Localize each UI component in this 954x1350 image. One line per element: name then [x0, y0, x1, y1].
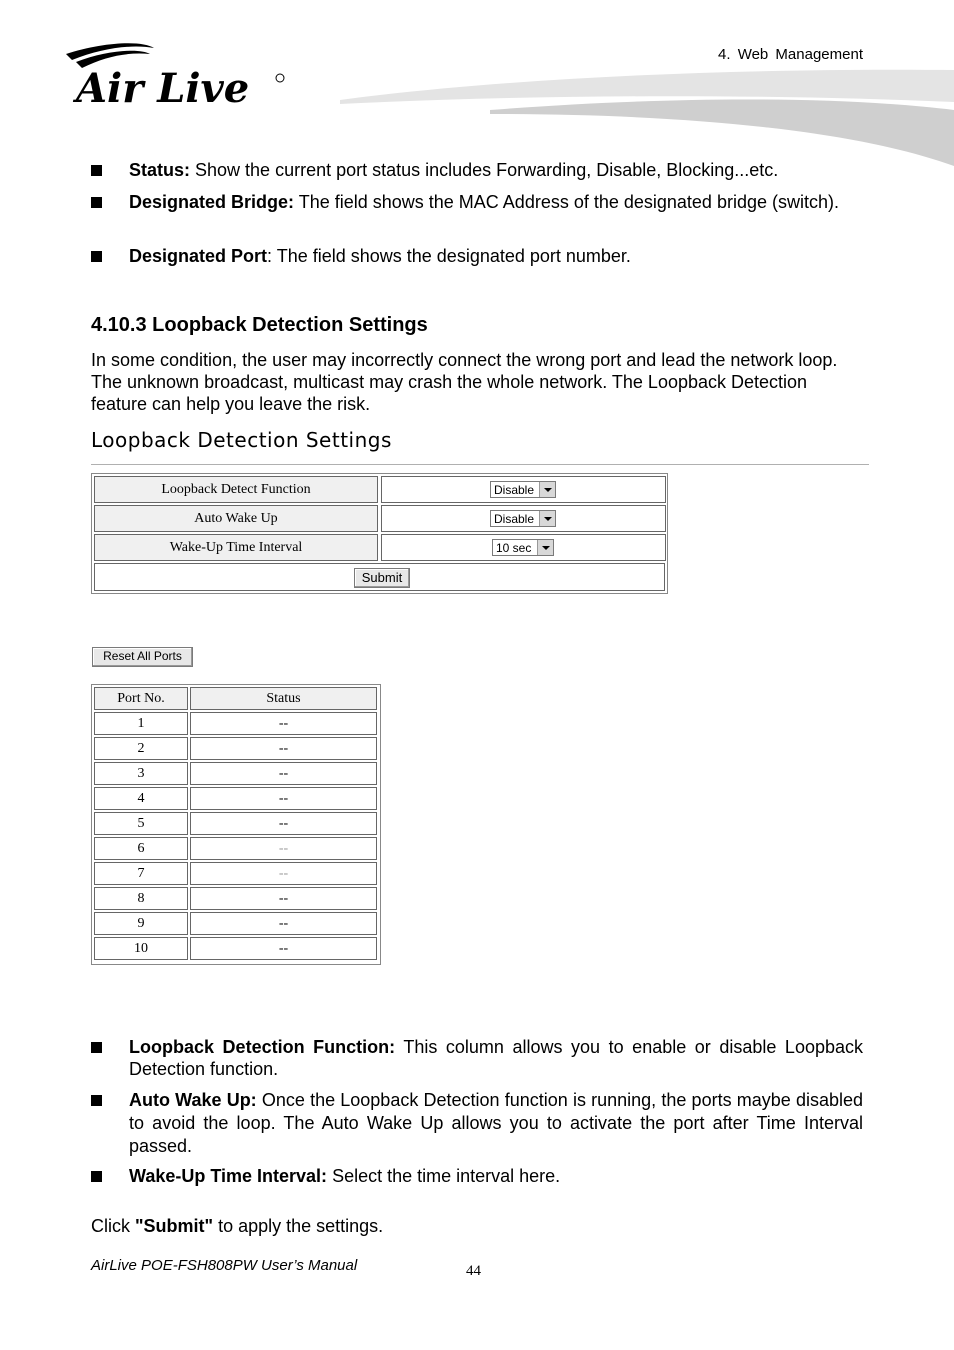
port-number-cell: 9	[94, 912, 188, 935]
section-title: 4.10.3 Loopback Detection Settings	[91, 314, 428, 336]
submit-row	[94, 563, 665, 591]
bullet-square-icon	[91, 251, 102, 262]
page-number: 44	[466, 1263, 481, 1279]
ports-status-table	[91, 684, 381, 965]
bullet-designated-bridge: Designated Bridge: The field shows the MAC Address of the designated bridge (switch).	[91, 191, 863, 213]
settings-label: Loopback Detect Function	[94, 476, 378, 503]
port-number-cell: 3	[94, 762, 188, 785]
chevron-down-icon[interactable]	[539, 511, 555, 526]
port-status-cell: --	[190, 737, 377, 760]
chevron-down-icon[interactable]	[539, 482, 555, 497]
settings-value-cell	[381, 505, 666, 532]
chapter-title: 4. Web Management	[718, 46, 863, 63]
wake-up-interval-select[interactable]: 10 sec	[492, 539, 554, 556]
settings-value-cell	[381, 534, 666, 561]
port-number-cell: 2	[94, 737, 188, 760]
reset-all-ports-button[interactable]: Reset All Ports	[92, 647, 193, 667]
port-number-cell: 6	[94, 837, 188, 860]
bullet-square-icon	[91, 1171, 102, 1182]
port-number-cell: 7	[94, 862, 188, 885]
port-status-cell: --	[190, 862, 377, 885]
bullet-square-icon	[91, 165, 102, 176]
svg-text:Air Live: Air Live	[76, 65, 250, 110]
screenshot-title: Loopback Detection Settings	[91, 428, 392, 452]
submit-instruction: Click "Submit" to apply the settings.	[91, 1216, 384, 1236]
bullet-status: Status: Show the current port status includes Forwarding, Disable, Blocking...etc.	[91, 159, 863, 181]
loopback-detect-select[interactable]: Disable	[490, 481, 556, 498]
port-number-cell: 8	[94, 887, 188, 910]
port-status-cell: --	[190, 837, 377, 860]
settings-label: Auto Wake Up	[94, 505, 378, 532]
bullet-square-icon	[91, 1095, 102, 1106]
bullet-square-icon	[91, 197, 102, 208]
port-status-cell: --	[190, 887, 377, 910]
section-intro: In some condition, the user may incorrectly connect the wrong port and lead the network loop. The unknown broadcast, multicast may crash the whole network. The Loopback Detection feature can help you leave the risk.	[91, 350, 838, 414]
settings-value-cell	[381, 476, 666, 503]
port-status-cell: --	[190, 912, 377, 935]
chevron-down-icon[interactable]	[537, 540, 553, 555]
airlive-logo	[62, 40, 292, 110]
port-status-cell: --	[190, 812, 377, 835]
column-header-port: Port No.	[94, 687, 188, 710]
bullet-loopback-function: Loopback Detection Function: This column allows you to enable or disable Loopback Detection function.	[91, 1036, 863, 1080]
bullet-auto-wake-up: Auto Wake Up: Once the Loopback Detection function is running, the ports maybe disabled to avoid the loop. The Auto Wake Up allows you to activate the port after Time Interval passed.	[91, 1089, 863, 1158]
bullet-designated-port: Designated Port: The field shows the designated port number.	[91, 245, 863, 267]
port-status-cell: --	[190, 937, 377, 960]
bullet-wake-up-interval: Wake-Up Time Interval: Select the time interval here.	[91, 1165, 863, 1187]
port-status-cell: --	[190, 787, 377, 810]
bullet-square-icon	[91, 1042, 102, 1053]
settings-label: Wake-Up Time Interval	[94, 534, 378, 561]
submit-button[interactable]: Submit	[354, 568, 410, 588]
title-divider	[91, 464, 869, 465]
port-status-cell: --	[190, 712, 377, 735]
settings-table	[91, 473, 668, 594]
footer-manual-title: AirLive POE-FSH808PW User’s Manual	[91, 1257, 358, 1274]
port-number-cell: 10	[94, 937, 188, 960]
column-header-status: Status	[190, 687, 377, 710]
port-status-cell: --	[190, 762, 377, 785]
port-number-cell: 5	[94, 812, 188, 835]
port-number-cell: 4	[94, 787, 188, 810]
auto-wake-up-select[interactable]: Disable	[490, 510, 556, 527]
port-number-cell: 1	[94, 712, 188, 735]
